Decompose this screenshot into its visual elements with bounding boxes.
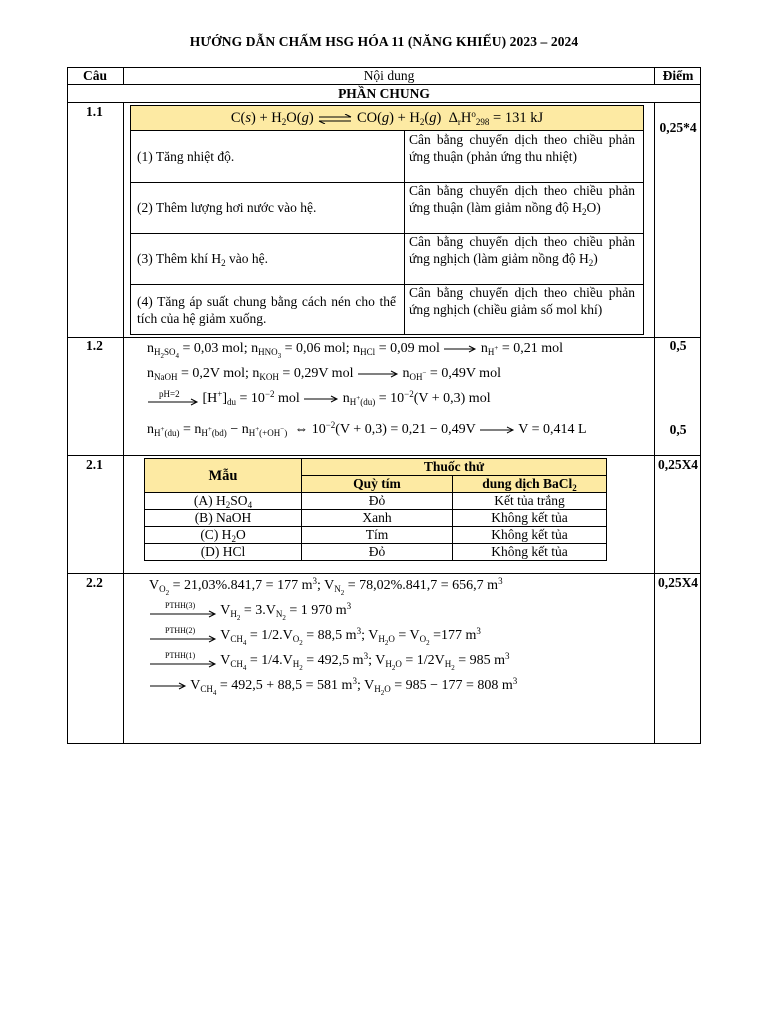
condition-1: (1) Tăng nhiệt độ. — [137, 149, 235, 164]
arrow-icon — [147, 398, 199, 406]
question-id-1-2: 1.2 — [86, 338, 103, 353]
score-2-1: 0,25X4 — [657, 457, 699, 472]
volume-line-4: PTHH(1) $V_{CH_4} = 1/4.V_{H_2} = 492,5$ $m^3$; $V_{H_2O} = 1/2V_{H_2} = 985$ $m^3$ — [149, 653, 510, 669]
header-noidung: Nội dung — [363, 68, 415, 83]
ph-label: pH=2 — [159, 388, 180, 399]
col-mau: Mẫu — [145, 459, 302, 493]
calc-line-2: $n_{NaOH} = 0,2V$ mol; $n_{KOH} = 0,29V$ mol $n_{OH^-} = 0,49V$ mol — [147, 366, 501, 382]
volume-line-2: PTHH(3) $V_{H_2} = 3.V_{N_2} = 1$ 970 $m^3$ — [149, 603, 351, 619]
score-1-2-b: 0,5 — [669, 422, 687, 437]
arrow-icon — [443, 345, 477, 353]
arrow-icon — [479, 426, 515, 434]
col-thuoc-thu: Thuốc thử — [302, 459, 607, 476]
header-cau: Câu — [82, 68, 107, 83]
question-id-1-1: 1.1 — [86, 104, 103, 119]
arrow-icon — [149, 635, 217, 643]
reagent-table — [144, 458, 607, 561]
table-row: (C) $H_2O$ Tím Không kết tủa — [145, 527, 607, 544]
score-1-1: 0,25*4 — [659, 120, 697, 135]
condition-3: (3) Thêm khí $H_2$ vào hệ. — [137, 251, 268, 268]
pthh2-label: PTHH(2) — [165, 625, 196, 635]
result-2: Cân bằng chuyển dịch theo chiều phản ứng thuận (làm giảm nồng độ $H_2O$) — [409, 183, 635, 217]
volume-line-1: $V_{O_2} = 21,03\%.841,7 = 177$ $m^3$; $V_{N_2} = 78,02\%.841,7 = 656,7$ $m^3$ — [149, 576, 503, 597]
score-1-2-a: 0,5 — [669, 338, 687, 353]
arrow-icon — [357, 370, 399, 378]
header-diem: Điểm — [662, 68, 694, 83]
section-title: PHẦN CHUNG — [338, 86, 430, 101]
table-row: (D) HCl Đỏ Không kết tủa — [145, 544, 607, 561]
result-3: Cân bằng chuyển dịch theo chiều phản ứng nghịch (làm giảm nồng độ $H_2$) — [409, 234, 635, 268]
equilibrium-arrow-icon — [317, 114, 353, 124]
question-id-2-1: 2.1 — [86, 457, 103, 472]
calc-line-3: pH=2 $[H^+]_{du} = 10^{-2}$ mol $n_{H^+(du)} = 10^{-2}(V + 0,3)$ mol — [147, 391, 491, 407]
condition-2: (2) Thêm lượng hơi nước vào hệ. — [137, 200, 317, 215]
col-quy-tim: Quỳ tím — [302, 476, 453, 493]
arrow-icon — [303, 395, 339, 403]
page-title: HƯỚNG DẪN CHẤM HSG HÓA 11 (NĂNG KHIẾU) 2023 – 2024 — [189, 34, 579, 49]
equilibrium-equation: $C(s) + H_2O(g) CO(g) + H_2(g) \Delta_rH^o_{298} = 131$ kJ — [230, 109, 544, 127]
score-2-2: 0,25X4 — [657, 575, 699, 590]
arrow-icon — [149, 660, 217, 668]
arrow-icon — [149, 682, 187, 690]
calc-line-4: $n_{H^+(du)} = n_{H^+(bd)} - n_{H^+(+OH^-)}$ ⇔ $10^{-2}(V + 0,3) = 0,21 - 0,49V$ V = 0,414 L — [147, 420, 587, 438]
arrow-icon — [149, 610, 217, 618]
volume-line-3: PTHH(2) $V_{CH_4} = 1/2.V_{O_2} = 88,5$ $m^3$; $V_{H_2O} = V_{O_2} =177$ $m^3$ — [149, 628, 481, 644]
pthh3-label: PTHH(3) — [165, 600, 196, 610]
table-row: (A) $H_2SO_4$ Đỏ Kết tủa trắng — [145, 493, 607, 510]
col-bacl2: dung dịch BaCl$_2$ — [453, 476, 607, 493]
volume-line-5: $V_{CH_4} = 492,5 + 88,5 = 581$ $m^3$; $V_{H_2O} = 985 - 177 = 808$ $m^3$ — [149, 678, 517, 694]
calc-line-1: $n_{H_2SO_4} = 0,03$ mol; $n_{HNO_3} = 0,06$ mol; $n_{HCl} = 0,09$ mol $n_{H^+} = 0,21$ mol — [147, 341, 564, 360]
result-1: Cân bằng chuyển dịch theo chiều phản ứng thuận (phản ứng thu nhiệt) — [409, 132, 635, 164]
condition-4: (4) Tăng áp suất chung bằng cách nén cho thể tích của hệ giảm xuống. — [137, 294, 396, 326]
result-4: Cân bằng chuyển dịch theo chiều phản ứng nghịch (chiều giảm số mol khí) — [409, 285, 635, 317]
table-row: (B) NaOH Xanh Không kết tủa — [145, 510, 607, 527]
pthh1-label: PTHH(1) — [165, 650, 196, 660]
question-id-2-2: 2.2 — [86, 575, 103, 590]
